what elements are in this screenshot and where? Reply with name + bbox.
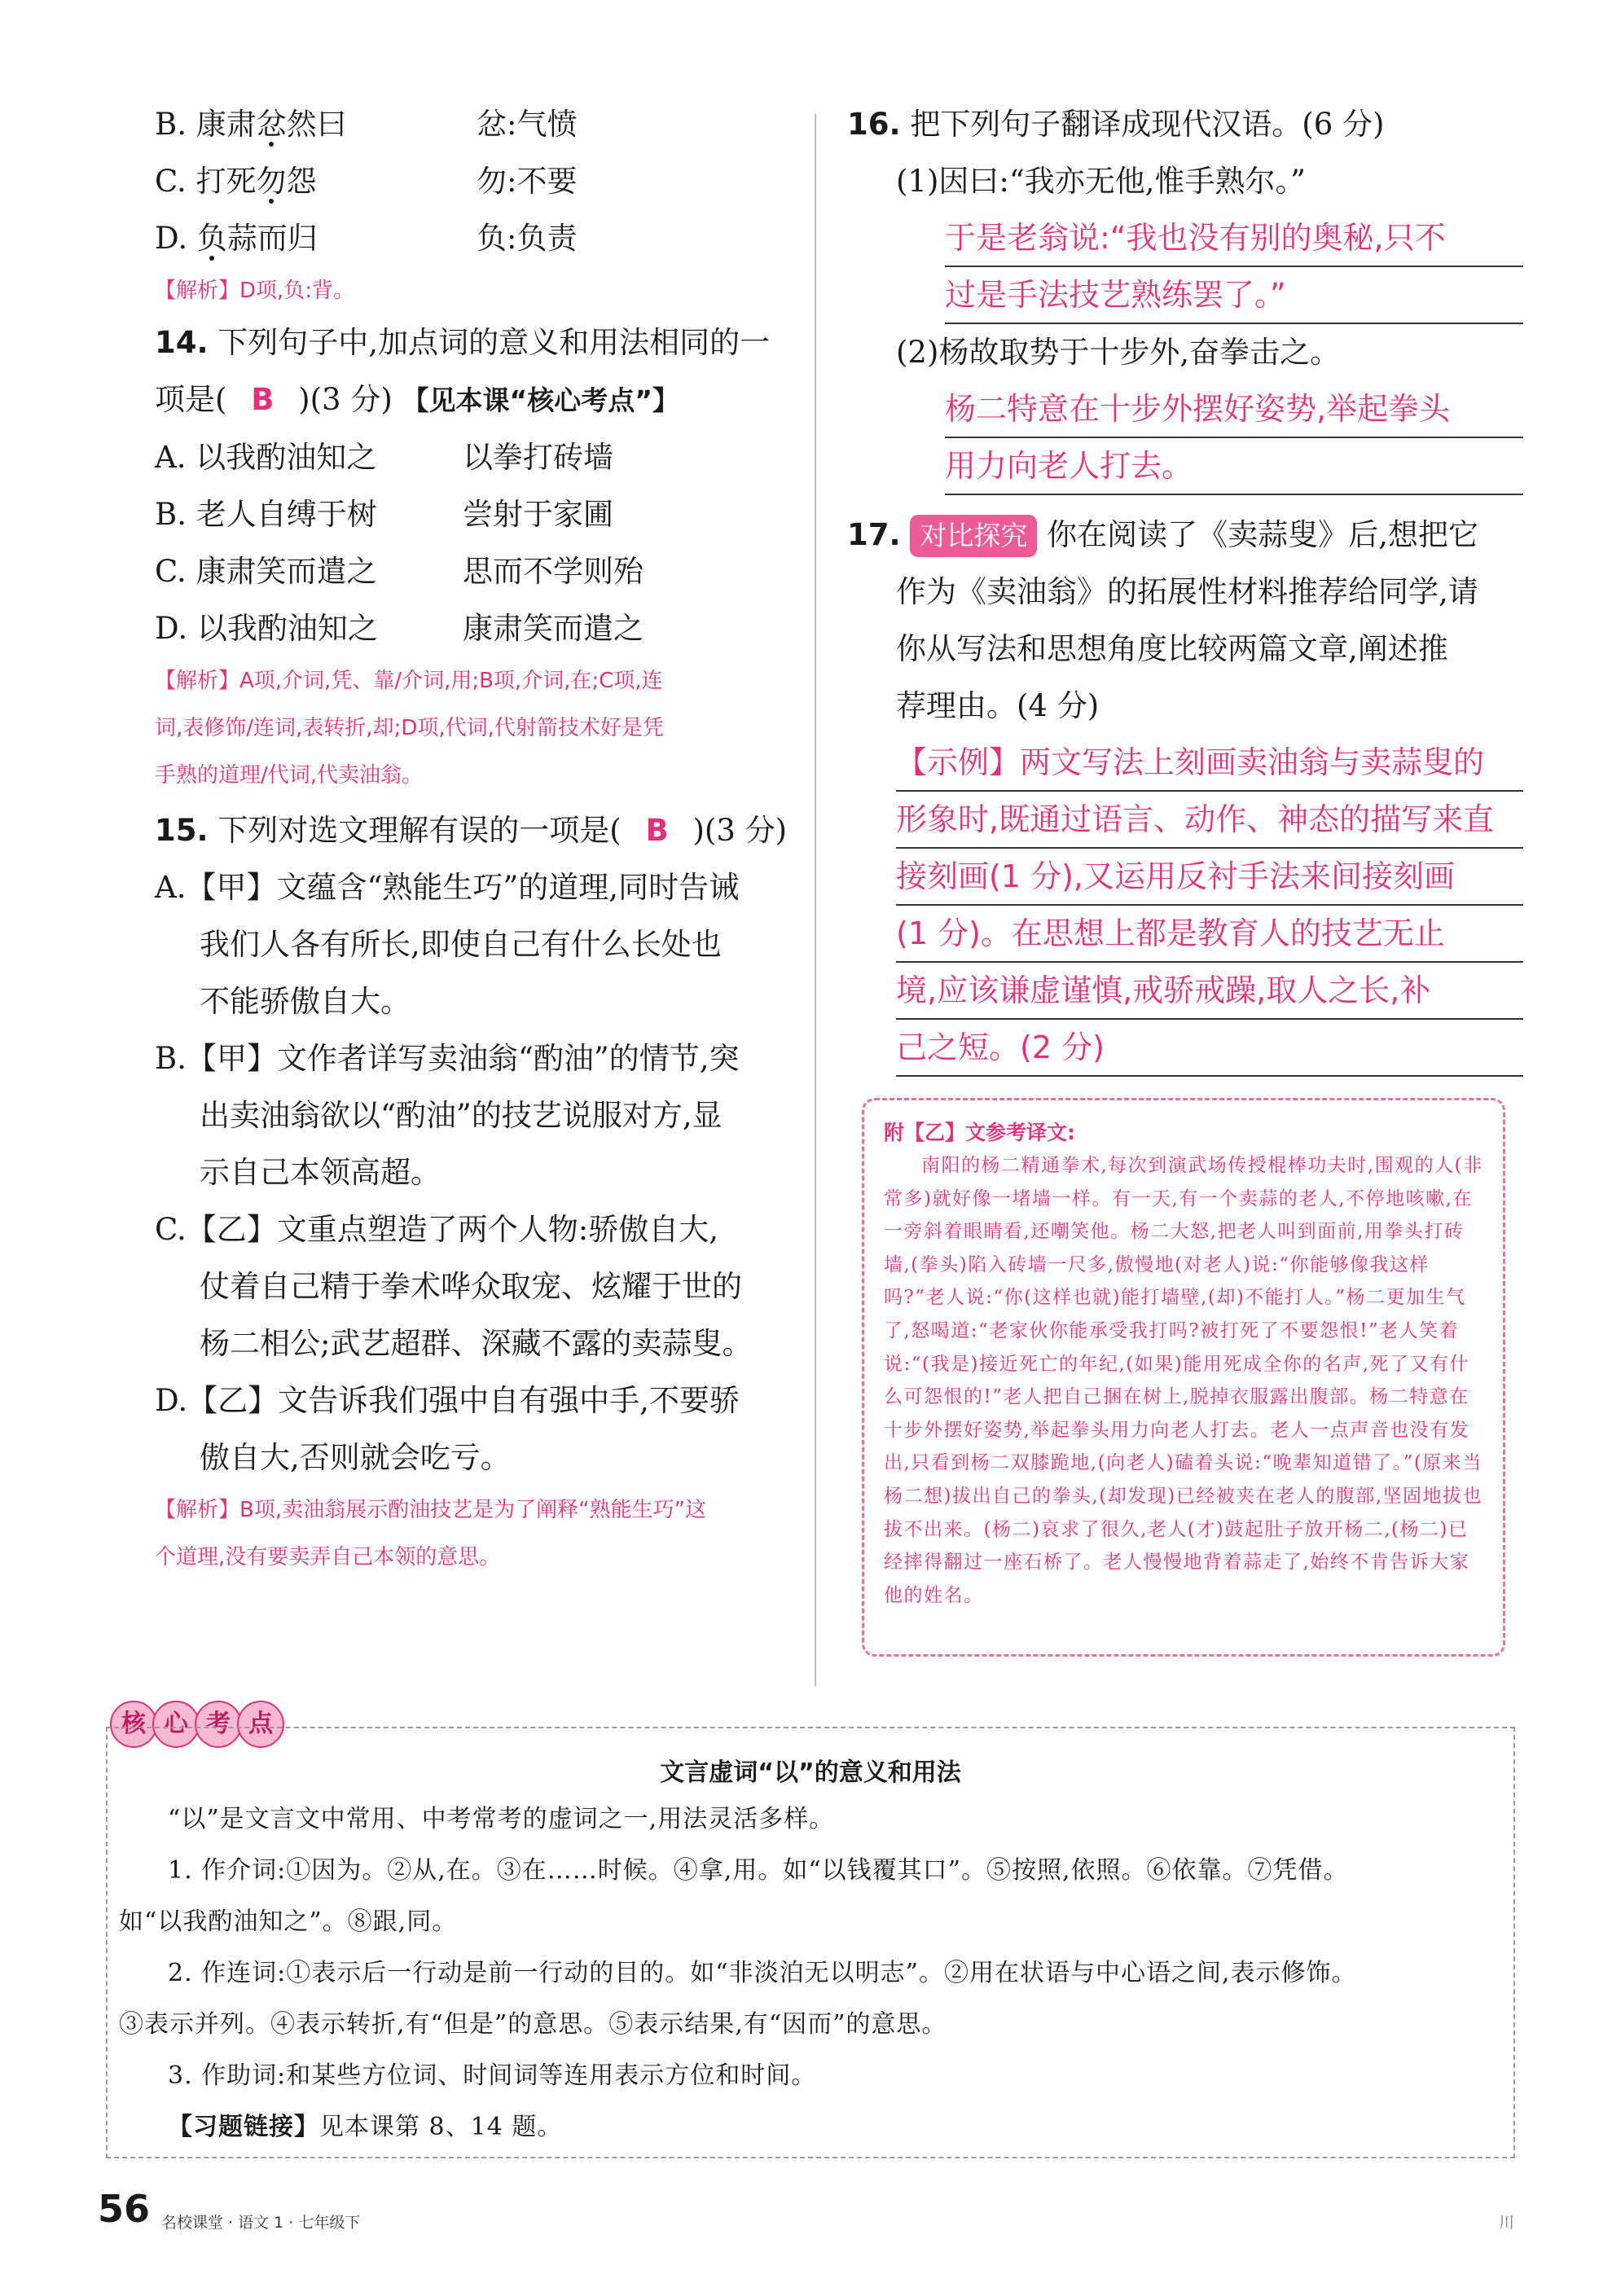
q14-option	[155, 600, 790, 657]
q14-option	[155, 543, 790, 600]
q13-option	[155, 96, 790, 153]
q14-stem-pre: 项是(	[155, 382, 227, 417]
q15-answer: B	[645, 813, 669, 848]
q17-answer-line: 己之短。(2 分)	[896, 1020, 1523, 1077]
q17-stem-line1	[847, 507, 1523, 564]
q13-option-gloss: 勿:不要	[477, 164, 578, 199]
core-item-2a: 2. 作连词:①表示后一行动是前一行动的目的。如“非淡泊无以明志”。②用在状语与中心语之间,表示修饰。	[168, 1959, 1357, 1987]
q13-option-text: D. 负蒜而归	[155, 221, 318, 256]
q13-option-gloss: 负:负责	[477, 221, 578, 256]
q14-option-a: A. 以我酌油知之	[155, 440, 377, 475]
q15-stem-post: )(3 分)	[692, 813, 788, 848]
q13-option	[155, 210, 790, 267]
q15-option-line: B.【甲】文作者详写卖油翁“酌油”的情节,突	[155, 1041, 740, 1076]
q13-option-text: C. 打死勿怨	[155, 164, 317, 199]
q15-stem-pre: 下列对选文理解有误的一项是(	[217, 813, 622, 848]
core-tag-char: 核	[110, 1701, 157, 1748]
translation-title: 附【乙】文参考译文:	[884, 1121, 1075, 1144]
q17-answer-line: 境,应该谦虚谨慎,戒骄戒躁,取人之长,补	[896, 963, 1523, 1020]
core-item-2b: ③表示并列。④表示转折,有“但是”的意思。⑤表示结果,有“因而”的意思。	[119, 2010, 947, 2039]
q17-stem-line: 你从写法和思想角度比较两篇文章,阐述推	[896, 631, 1448, 666]
core-link-label: 【习题链接】	[168, 2113, 319, 2141]
q14-option-b: 尝射于家圃	[463, 497, 613, 532]
q13-analysis: 【解析】D项,负:背。	[155, 279, 355, 303]
q14-option-a: B. 老人自缚于树	[155, 497, 377, 532]
translation-box	[862, 1098, 1505, 1657]
q15-option-line: 我们人各有所长,即使自己有什么长处也	[200, 927, 722, 962]
column-divider	[815, 114, 816, 1686]
q15-option-line: 仗着自己精于拳术哗众取宠、炫耀于世的	[200, 1269, 742, 1304]
q14-option-b: 以拳打砖墙	[463, 440, 613, 475]
page-number: 56	[98, 2187, 151, 2231]
q17-answer-line: 接刻画(1 分),又运用反衬手法来间接刻画	[896, 849, 1523, 906]
q16-answer-line: 过是手法技艺熟练罢了。”	[945, 267, 1523, 324]
core-points-box	[106, 1727, 1515, 2158]
q14-option-a: D. 以我酌油知之	[155, 611, 378, 646]
core-item-1a: 1. 作介词:①因为。②从,在。③在……时候。④拿,用。如“以钱覆其口”。⑤按照,依照。⑥依靠。⑦凭借。	[168, 1856, 1349, 1885]
q15-analysis-line: 个道理,没有要卖弄自己本领的意思。	[155, 1545, 501, 1569]
q14-analysis	[155, 657, 790, 799]
core-link-text: 见本课第 8、14 题。	[319, 2113, 563, 2141]
q17-answer-line: (1 分)。在思想上都是教育人的技艺无止	[896, 906, 1523, 963]
right-column	[847, 96, 1523, 1077]
q13-dotted-char: 忿	[256, 107, 287, 142]
q14-ref: 【见本课“核心考点”】	[402, 384, 679, 416]
q14-stem-line2	[155, 371, 790, 429]
core-tag-char: 点	[237, 1701, 284, 1748]
q17-answer	[847, 735, 1523, 1077]
q15-option-line: C.【乙】文重点塑造了两个人物:骄傲自大,	[155, 1212, 718, 1247]
q14-stem-post: )(3 分)	[298, 382, 393, 417]
q16-answer-line: 杨二特意在十步外摆好姿势,举起拳头	[945, 381, 1523, 438]
q14-option	[155, 486, 790, 543]
q16-answer-2	[847, 381, 1523, 495]
q15-option-line: 不能骄傲自大。	[200, 984, 411, 1019]
q15-option-line: A.【甲】文蕴含“熟能生巧”的道理,同时告诫	[155, 870, 740, 905]
q14-answer: B	[251, 382, 275, 417]
q14-number: 14.	[155, 325, 209, 360]
q15-option-line: 杨二相公;武艺超群、深藏不露的卖蒜叟。	[200, 1326, 753, 1361]
core-tag-char: 考	[195, 1701, 242, 1748]
q14-option	[155, 429, 790, 486]
q14-option-b: 康肃笑而遣之	[463, 611, 644, 646]
core-item-3: 3. 作助词:和某些方位词、时间词等连用表示方位和时间。	[168, 2061, 817, 2090]
q14-option-b: 思而不学则殆	[463, 554, 644, 589]
q13-option	[155, 153, 790, 210]
q15-number: 15.	[155, 813, 209, 848]
q14-stem-line1	[155, 314, 790, 371]
q17-stem-line: 荐理由。(4 分)	[896, 688, 1100, 723]
q15-option-line: 出卖油翁欲以“酌油”的技艺说服对方,显	[200, 1098, 723, 1133]
q15-option-line: D.【乙】文告诉我们强中自有强中手,不要骄	[155, 1383, 740, 1418]
q14-option-a: C. 康肃笑而遣之	[155, 554, 377, 589]
q14-analysis-line: 【解析】A项,介词,凭、靠/介词,用;B项,介词,在;C项,连	[155, 669, 663, 693]
core-tag-char: 心	[152, 1701, 200, 1748]
q17-stem-rest	[847, 564, 1523, 735]
q13-dotted-char: 勿	[256, 164, 287, 199]
q16-answer-1	[847, 210, 1523, 324]
q13-dotted-char: 负	[196, 221, 227, 256]
q14-stem-text: 下列句子中,加点词的意义和用法相同的一	[217, 325, 771, 360]
q15-analysis-line: 【解析】B项,卖油翁展示酌油技艺是为了阐释“熟能生巧”这	[155, 1498, 707, 1522]
q16-number: 16.	[847, 107, 901, 142]
q13-option-gloss: 忿:气愤	[477, 107, 578, 142]
core-intro: “以”是文言文中常用、中考常考的虚词之一,用法灵活多样。	[168, 1805, 835, 1833]
q14-analysis-line: 手熟的道理/代词,代卖油翁。	[155, 763, 424, 788]
q17-tag: 对比探究	[910, 515, 1037, 557]
q15-option-line: 傲自大,否则就会吃亏。	[200, 1440, 511, 1475]
q17-number: 17.	[847, 517, 901, 552]
q15-options	[155, 859, 790, 1486]
q15-analysis	[155, 1486, 790, 1581]
footer-region: 川	[1499, 2214, 1515, 2232]
q16-stem-text: 把下列句子翻译成现代汉语。(6 分)	[910, 107, 1385, 142]
q16-sentence-2: (2)杨故取势于十步外,奋拳击之。	[896, 335, 1341, 370]
q16-sentence-1: (1)因曰:“我亦无他,惟手熟尔。”	[896, 164, 1306, 199]
q17-answer-line: 【示例】两文写法上刻画卖油翁与卖蒜叟的	[896, 735, 1523, 792]
q17-stem-first: 你在阅读了《卖蒜叟》后,想把它	[1047, 517, 1478, 552]
q13-option-text: B. 康肃忿然曰	[155, 107, 347, 142]
core-item-1b: 如“以我酌油知之”。⑧跟,同。	[119, 1907, 458, 1936]
left-column	[155, 96, 790, 1581]
translation-body: 南阳的杨二精通拳术,每次到演武场传授棍棒功夫时,围观的人(非常多)就好像一堵墙一样。有一天,有一个卖蒜的老人,不停地咳嗽,在一旁斜着眼睛看,还嘲笑他。杨二大怒,把老人叫到面前,用拳头打砖墙,(拳头)陷入砖墙一尺多,傲慢地(对老人)说:“你能够像我这样吗?”老人说:“你(这样也就)能打墙壁,(却)不能打人。”杨二更加生气了,怒喝道:“老家伙你能承受我打吗?被打死了不要怨恨!”老人笑着说:“(我是)接近死亡的年纪,(如果)能用死成全你的名声,死了又有什么可怨恨的!”老人把自己捆在树上,脱掉衣服露出腹部。杨二特意在十步外摆好姿势,举起拳头用力向老人打去。老人一点声音也没有发出,只看到杨二双膝跪地,(向老人)磕着头说:“晚辈知道错了。”(原来当杨二想)拔出自己的拳头,(却发现)已经被夹在老人的腹部,坚固地拔也拔不出来。(杨二)哀求了很久,老人(才)鼓起肚子放开杨二,(杨二)已经摔得翻过一座石桥了。老人慢慢地背着蒜走了,始终不肯告诉大家他的姓名。	[884, 1155, 1483, 1606]
q13-options	[155, 96, 790, 267]
footer-series: 名校课堂 · 语文 1 · 七年级下	[161, 2214, 361, 2232]
q17-answer-line: 形象时,既通过语言、动作、神态的描写来直	[896, 792, 1523, 849]
q16-answer-line: 用力向老人打去。	[945, 438, 1523, 495]
q16-answer-line: 于是老翁说:“我也没有别的奥秘,只不	[945, 210, 1523, 267]
core-link	[119, 2101, 1502, 2153]
q15-option-line: 示自己本领高超。	[200, 1155, 441, 1190]
q14-analysis-line: 词,表修饰/连词,表转折,却;D项,代词,代射箭技术好是凭	[155, 716, 664, 740]
q17-stem-line: 作为《卖油翁》的拓展性材料推荐给同学,请	[896, 574, 1478, 609]
q16-stem	[847, 96, 1523, 153]
q15-stem	[155, 802, 790, 859]
core-title: 文言虚词“以”的意义和用法	[660, 1758, 961, 1787]
q14-options	[155, 429, 790, 657]
